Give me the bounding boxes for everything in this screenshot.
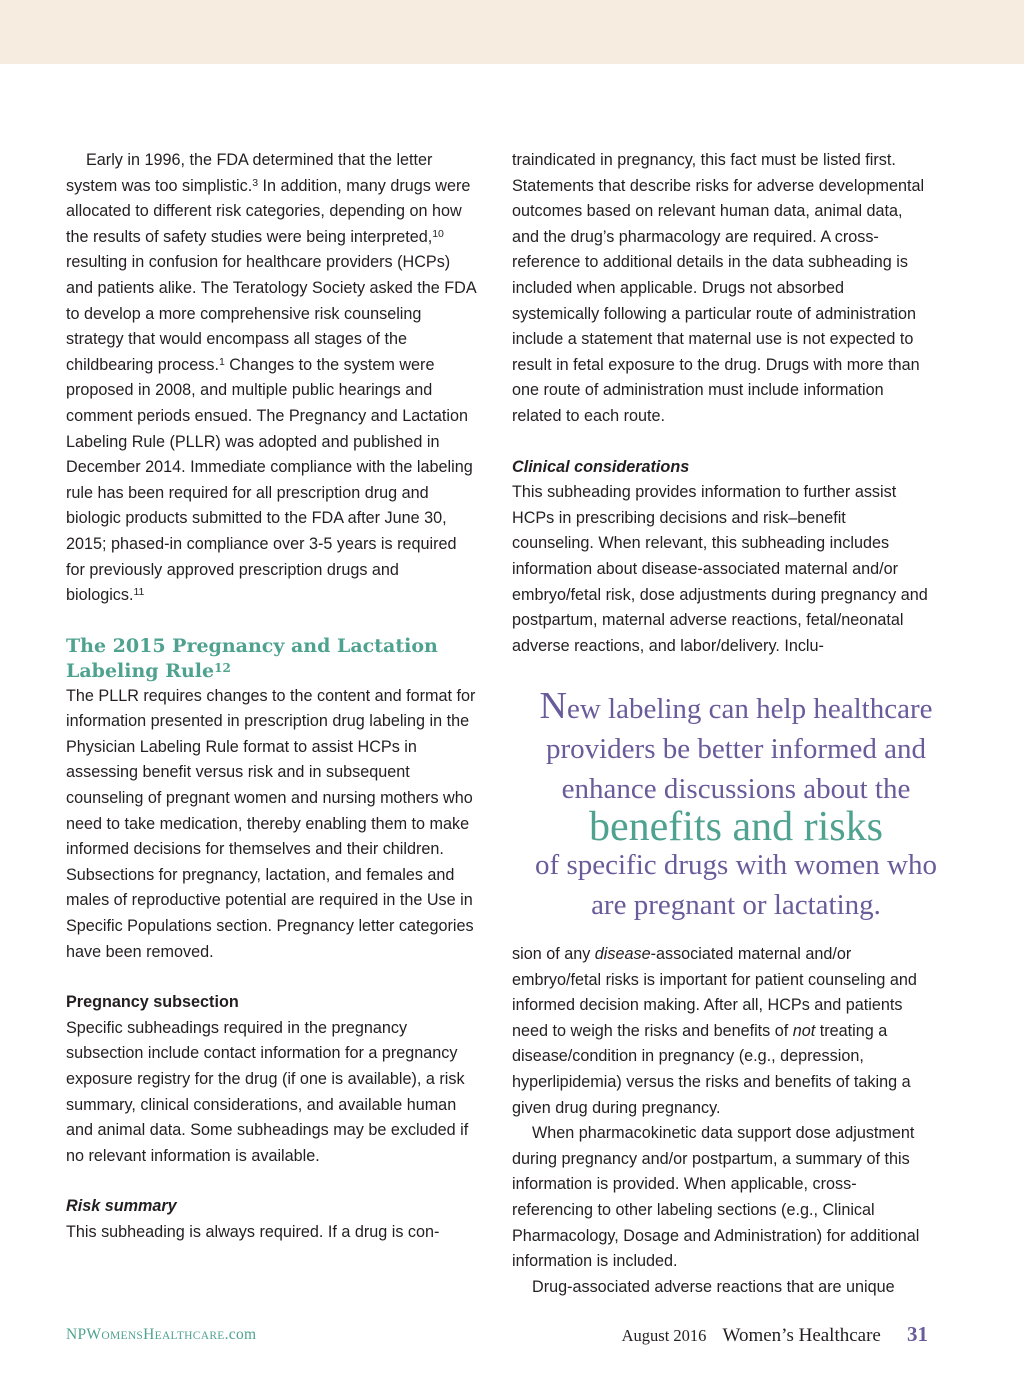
paragraph-pregnancy-subsection: Specific subheadings required in the pregnancy subsection include contact information for a pregnancy exposure registry for the drug (if one is available), a risk summary, clinical considerations, and available human and animal data. Some subheadings may be excluded if no relevant information is available. [66, 1018, 469, 1165]
paragraph-fda-history: Early in 1996, the FDA determined that the letter system was too simplistic.$^3$ In addition, many drugs were allocated to different risk categories, depending on how the results of safety studies were being interpreted,$^{10}$ resulting in confusion for healthcare providers (HCPs) and patients alike. The Teratology Society asked the FDA to develop a more comprehensive risk counseling strategy that would encompass all stages of the childbearing process.$^1$ Changes to the system were proposed in 2008, and multiple public hearings and comment periods ensued. The Pregnancy and Lactation Labeling Rule (PLLR) was adopted and published in December 2014. Immediate compliance with the labeling rule has been required for all prescription drug and biologic products submitted to the FDA after June 30, 2015; phased-in compliance over 3-5 years is required for previously approved prescription drugs and biologics.$^{11}$ [66, 151, 476, 605]
pull-quote-line-1: New labeling can help healthcare [539, 685, 933, 727]
pull-quote-line-5: are pregnant or lactating. [591, 889, 881, 921]
pull-quote-line-3: enhance discussions about the [561, 773, 911, 805]
page-number: 31 [907, 1322, 928, 1346]
footer-website[interactable]: NPWOMENSHEALTHCARE.com [66, 1326, 257, 1343]
right-column-lower [512, 942, 928, 1300]
pull-quote-line-2: providers be better informed and [545, 733, 927, 765]
section-heading-pllr: The 2015 Pregnancy and Lactation Labeling Rule$^{12}$ [66, 634, 438, 682]
paragraph-adverse-reactions: Drug-associated adverse reactions that are unique [532, 1277, 895, 1296]
right-column [512, 148, 928, 659]
pull-quote-emphasis: benefits and risks [589, 804, 883, 850]
paragraph-pharmacokinetic: When pharmacokinetic data support dose adjustment during pregnancy and/or postpartum, a summary of this information is provided. When applicable, cross-referencing to other labeling sections (e.g., Clinical Pharmacology, Dosage and Administration) for additional information is included. [512, 1124, 920, 1271]
pull-quote [512, 686, 960, 925]
subheading-pregnancy: Pregnancy subsection [66, 993, 239, 1012]
paragraph-risk-summary: This subheading is always required. If a drug is con- [66, 1222, 440, 1241]
subheading-clinical-considerations: Clinical considerations [512, 457, 690, 476]
paragraph-disease-risks: sion of any disease-associated maternal and/or embryo/fetal risks is important for patient counseling and informed decision making. After all, HCPs and patients need to weigh the risks and benefits of not treating a disease/condition in pregnancy (e.g., depression, hyperlipidemia) versus the risks and benefits of taking a given drug during pregnancy. [512, 945, 917, 1117]
subheading-risk-summary: Risk summary [66, 1197, 177, 1216]
paragraph-clinical-considerations: This subheading provides information to further assist HCPs in prescribing decisions and risk–benefit counseling. When relevant, this subheading includes information about disease-associated maternal and/or embryo/fetal risk, dose adjustments during pregnancy and postpartum, maternal adverse reactions, fetal/neonatal adverse reactions, and labor/delivery. Inclu- [512, 483, 928, 655]
left-column [66, 148, 478, 1246]
footer-publication: Women’s Healthcare [722, 1325, 881, 1346]
footer-folio [622, 1322, 928, 1347]
footer-date: August 2016 [621, 1326, 707, 1345]
paragraph-risk-continued: traindicated in pregnancy, this fact must be listed first. Statements that describe risks for adverse developmental outcomes based on relevant human data, animal data, and the drug’s pharmacology are required. A cross-reference to additional details in the data subheading is included when applicable. Drugs not absorbed systemically following a particular route of administration include a statement that maternal use is not expected to result in fetal exposure to the drug. Drugs with more than one route of administration must include information related to each route. [512, 151, 925, 425]
paragraph-pllr: The PLLR requires changes to the content and format for information presented in prescription drug labeling in the Physician Labeling Rule format to assist HCPs in assessing benefit versus risk and in subsequent counseling of pregnant women and nursing mothers who need to take medication, thereby enabling them to make informed decisions for themselves and their children. Subsections for pregnancy, lactation, and females and males of reproductive potential are required in the Use in Specific Populations section. Pregnancy letter categories have been removed. [66, 686, 476, 961]
top-color-band [0, 0, 1024, 64]
pull-quote-line-4: of specific drugs with women who [535, 849, 937, 881]
